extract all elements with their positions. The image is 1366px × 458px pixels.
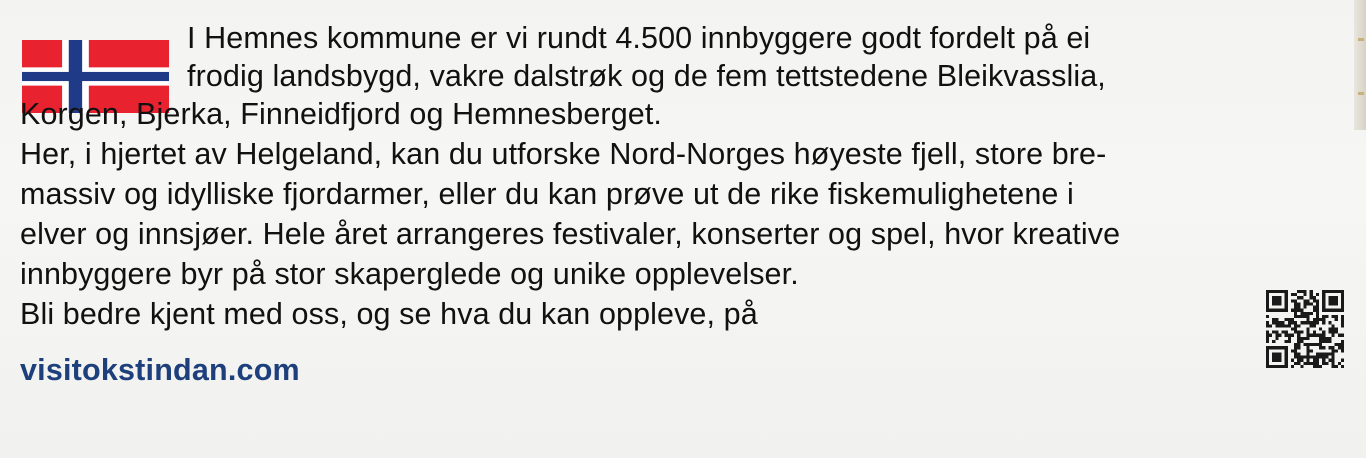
- sign-edge-strip: [1354, 0, 1366, 130]
- text-line-8: Bli bedre kjent med oss, og se hva du kan oppleve, på: [20, 297, 758, 331]
- text-line-5: massiv og idylliske fjordarmer, eller du kan prøve ut de rike fiskemulighetene i: [20, 177, 1074, 211]
- text-line-7: innbyggere byr på stor skaperglede og unike opplevelser.: [20, 257, 799, 291]
- text-line-3: Korgen, Bjerka, Finneidfjord og Hemnesberget.: [20, 97, 662, 131]
- text-line-2: frodig landsbygd, vakre dalstrøk og de fem tettstedene Bleikvasslia,: [187, 59, 1106, 93]
- text-line-4: Her, i hjertet av Helgeland, kan du utforske Nord-Norges høyeste fjell, store bre-: [20, 137, 1107, 171]
- text-line-6: elver og innsjøer. Hele året arrangeres festivaler, konserter og spel, hvor kreative: [20, 217, 1121, 251]
- edge-mark: [1358, 38, 1364, 41]
- text-line-1: I Hemnes kommune er vi rundt 4.500 innbyggere godt fordelt på ei: [187, 21, 1091, 55]
- qr-code-icon[interactable]: [1266, 290, 1344, 368]
- website-link[interactable]: visitokstindan.com: [20, 353, 300, 387]
- edge-mark: [1358, 92, 1364, 95]
